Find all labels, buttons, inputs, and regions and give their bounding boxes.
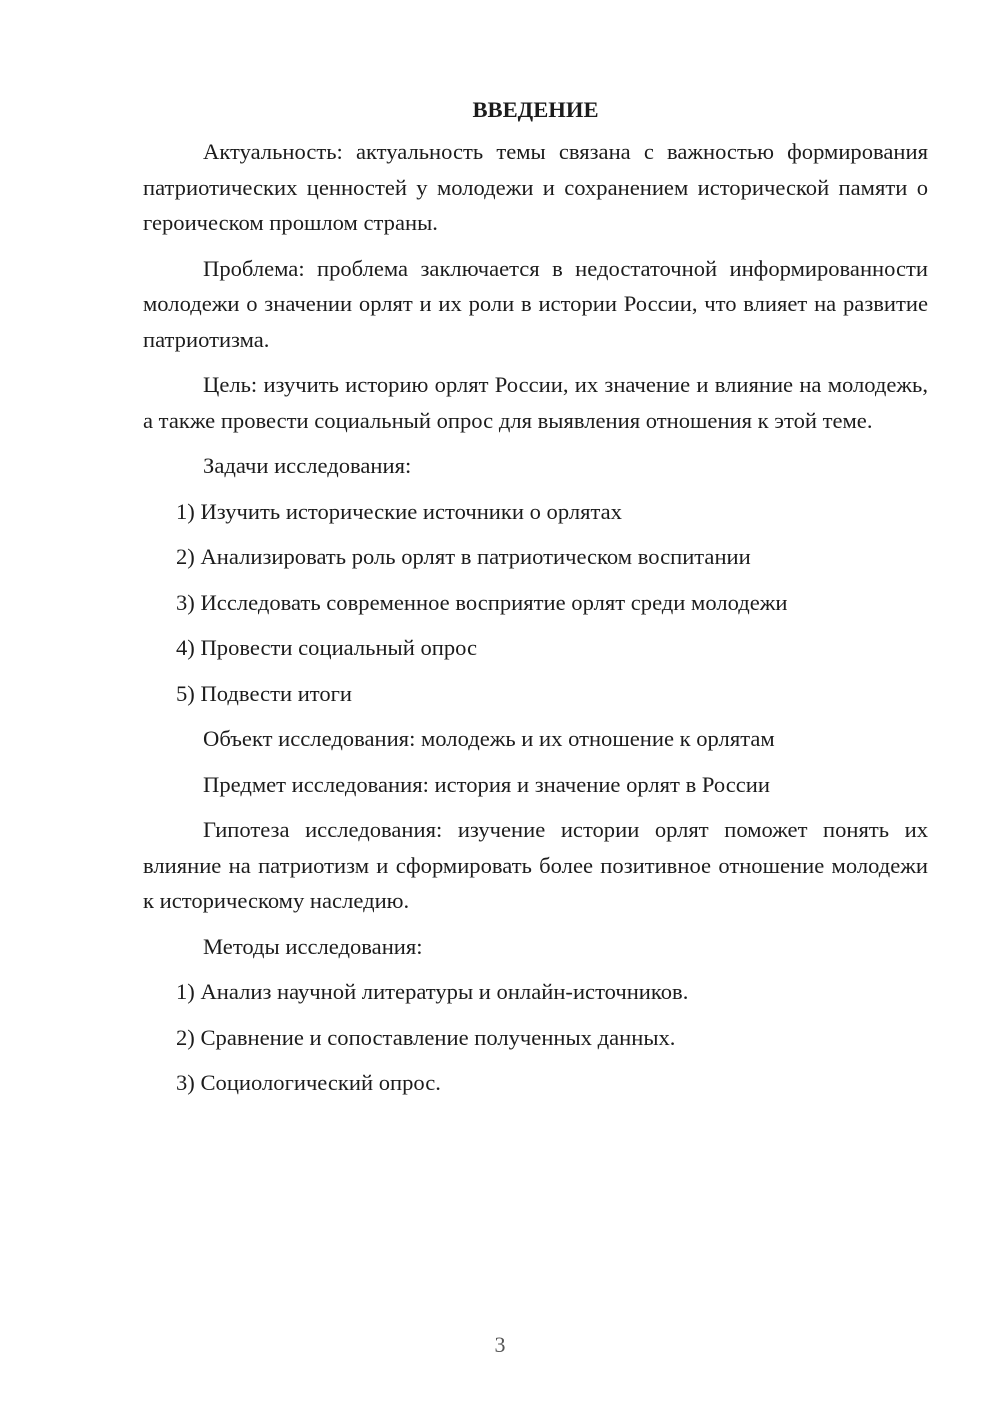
method-item: 1) Анализ научной литературы и онлайн-источников. <box>176 979 689 1004</box>
tasks-heading: Задачи исследования: <box>203 453 412 478</box>
page-number: 3 <box>494 1332 506 1357</box>
task-item: 1) Изучить исторические источники о орлятах <box>176 498 622 524</box>
task-item: 3) Исследовать современное восприятие орлят среди молодежи <box>176 589 788 615</box>
task-item: 5) Подвести итоги <box>176 680 353 706</box>
relevance-paragraph: Актуальность: актуальность темы связана с важностью формирования патриотических ценностей у молодежи и сохранением исторической памяти о героическом прошлом страны. <box>143 139 928 235</box>
tasks-list <box>143 494 928 712</box>
task-item: 2) Анализировать роль орлят в патриотическом воспитании <box>176 544 751 569</box>
page-content <box>143 92 928 1111</box>
task-item: 4) Провести социальный опрос <box>176 635 478 660</box>
methods-list <box>143 974 928 1101</box>
research-object: Объект исследования: молодежь и их отношение к орлятам <box>203 726 775 751</box>
research-subject: Предмет исследования: история и значение орлят в России <box>203 771 770 797</box>
section-title: ВВЕДЕНИЕ <box>472 97 599 122</box>
goal-paragraph: Цель: изучить историю орлят России, их значение и влияние на молодежь, а также провести социальный опрос для выявления отношения к этой теме. <box>143 372 928 433</box>
methods-heading: Методы исследования: <box>203 933 423 959</box>
method-item: 2) Сравнение и сопоставление полученных данных. <box>176 1024 676 1050</box>
method-item: 3) Социологический опрос. <box>176 1070 441 1095</box>
problem-paragraph: Проблема: проблема заключается в недостаточной информированности молодежи о значении орлят и их роли в истории России, что влияет на развитие патриотизма. <box>143 255 928 352</box>
hypothesis-paragraph: Гипотеза исследования: изучение истории орлят поможет понять их влияние на патриотизм и сформировать более позитивное отношение молодежи к историческому наследию. <box>143 817 928 913</box>
